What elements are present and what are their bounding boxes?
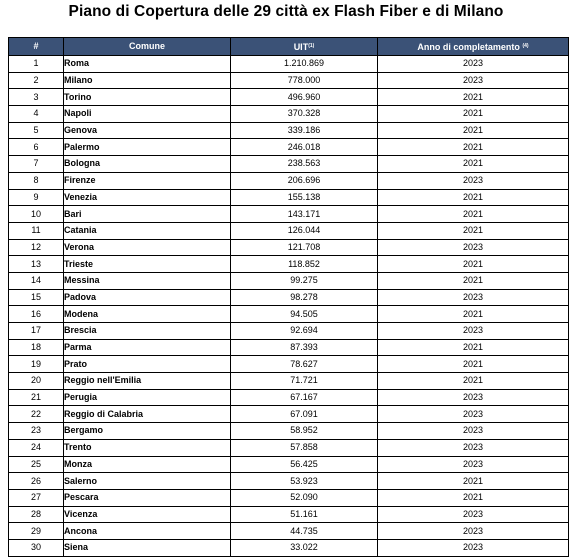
table-row xyxy=(9,489,569,506)
table-header xyxy=(9,38,569,56)
cell-num: 5 xyxy=(9,122,64,139)
cell-comune: Modena xyxy=(64,306,231,323)
cell-anno: 2021 xyxy=(378,222,569,239)
cell-comune: Torino xyxy=(64,89,231,106)
cell-uit: 99.275 xyxy=(231,272,378,289)
table-row xyxy=(9,139,569,156)
cell-uit: 246.018 xyxy=(231,139,378,156)
cell-num: 24 xyxy=(9,439,64,456)
cell-anno: 2021 xyxy=(378,272,569,289)
cell-num: 14 xyxy=(9,272,64,289)
cell-comune: Milano xyxy=(64,72,231,89)
table-row xyxy=(9,323,569,340)
cell-anno: 2023 xyxy=(378,439,569,456)
cell-anno: 2023 xyxy=(378,56,569,73)
table-row xyxy=(9,289,569,306)
header-anno-label: Anno di completamento xyxy=(417,41,520,52)
table-row xyxy=(9,373,569,390)
cell-anno: 2023 xyxy=(378,506,569,523)
table-row xyxy=(9,189,569,206)
cell-comune: Catania xyxy=(64,222,231,239)
cell-comune: Roma xyxy=(64,56,231,73)
cell-uit: 98.278 xyxy=(231,289,378,306)
cell-num: 21 xyxy=(9,389,64,406)
cell-uit: 1.210.869 xyxy=(231,56,378,73)
coverage-table xyxy=(8,37,569,557)
cell-uit: 155.138 xyxy=(231,189,378,206)
cell-anno: 2021 xyxy=(378,489,569,506)
cell-anno: 2021 xyxy=(378,339,569,356)
table-row xyxy=(9,239,569,256)
cell-anno: 2023 xyxy=(378,323,569,340)
cell-anno: 2021 xyxy=(378,306,569,323)
cell-num: 26 xyxy=(9,473,64,490)
cell-num: 19 xyxy=(9,356,64,373)
table-row xyxy=(9,339,569,356)
page-title: Piano di Copertura delle 29 città ex Flash Fiber e di Milano xyxy=(68,3,504,20)
cell-comune: Bari xyxy=(64,206,231,223)
header-anno-footnote: (4) xyxy=(522,42,529,49)
cell-uit: 370.328 xyxy=(231,106,378,123)
cell-num: 7 xyxy=(9,156,64,173)
cell-num: 1 xyxy=(9,56,64,73)
cell-num: 4 xyxy=(9,106,64,123)
cell-uit: 339.186 xyxy=(231,122,378,139)
cell-num: 29 xyxy=(9,523,64,540)
cell-comune: Vicenza xyxy=(64,506,231,523)
table-row xyxy=(9,122,569,139)
cell-anno: 2023 xyxy=(378,423,569,440)
cell-num: 16 xyxy=(9,306,64,323)
cell-uit: 52.090 xyxy=(231,489,378,506)
header-uit-footnote: (1) xyxy=(308,43,315,49)
cell-comune: Prato xyxy=(64,356,231,373)
table-row xyxy=(9,389,569,406)
header-row xyxy=(9,38,569,56)
table-row xyxy=(9,523,569,540)
header-comune: Comune xyxy=(64,38,231,56)
table-row xyxy=(9,306,569,323)
cell-comune: Perugia xyxy=(64,389,231,406)
cell-uit: 67.091 xyxy=(231,406,378,423)
cell-comune: Trento xyxy=(64,439,231,456)
cell-anno: 2023 xyxy=(378,406,569,423)
cell-comune: Genova xyxy=(64,122,231,139)
cell-comune: Brescia xyxy=(64,323,231,340)
cell-num: 30 xyxy=(9,539,64,556)
cell-uit: 71.721 xyxy=(231,373,378,390)
cell-num: 3 xyxy=(9,89,64,106)
cell-anno: 2021 xyxy=(378,473,569,490)
table-row xyxy=(9,456,569,473)
cell-num: 17 xyxy=(9,323,64,340)
cell-anno: 2021 xyxy=(378,356,569,373)
cell-anno: 2021 xyxy=(378,206,569,223)
cell-comune: Napoli xyxy=(64,106,231,123)
table-row xyxy=(9,72,569,89)
cell-anno: 2021 xyxy=(378,156,569,173)
cell-anno: 2023 xyxy=(378,539,569,556)
table-row xyxy=(9,473,569,490)
cell-num: 15 xyxy=(9,289,64,306)
cell-uit: 238.563 xyxy=(231,156,378,173)
cell-comune: Salerno xyxy=(64,473,231,490)
cell-num: 10 xyxy=(9,206,64,223)
cell-num: 8 xyxy=(9,172,64,189)
cell-comune: Reggio nell'Emilia xyxy=(64,373,231,390)
cell-num: 11 xyxy=(9,222,64,239)
cell-uit: 44.735 xyxy=(231,523,378,540)
cell-uit: 51.161 xyxy=(231,506,378,523)
table-row xyxy=(9,222,569,239)
cell-anno: 2023 xyxy=(378,72,569,89)
cell-uit: 78.627 xyxy=(231,356,378,373)
cell-comune: Messina xyxy=(64,272,231,289)
cell-num: 28 xyxy=(9,506,64,523)
table-row xyxy=(9,356,569,373)
cell-uit: 118.852 xyxy=(231,256,378,273)
cell-anno: 2023 xyxy=(378,239,569,256)
cell-uit: 92.694 xyxy=(231,323,378,340)
cell-comune: Monza xyxy=(64,456,231,473)
cell-uit: 496.960 xyxy=(231,89,378,106)
cell-uit: 87.393 xyxy=(231,339,378,356)
table-body xyxy=(9,56,569,557)
cell-anno: 2021 xyxy=(378,122,569,139)
cell-comune: Padova xyxy=(64,289,231,306)
table-row xyxy=(9,89,569,106)
cell-num: 9 xyxy=(9,189,64,206)
cell-uit: 53.923 xyxy=(231,473,378,490)
cell-comune: Firenze xyxy=(64,172,231,189)
cell-uit: 57.858 xyxy=(231,439,378,456)
cell-num: 23 xyxy=(9,423,64,440)
header-anno xyxy=(378,38,569,56)
cell-uit: 67.167 xyxy=(231,389,378,406)
header-uit-label: UIT xyxy=(293,42,309,52)
cell-anno: 2021 xyxy=(378,106,569,123)
cell-comune: Ancona xyxy=(64,523,231,540)
cell-anno: 2023 xyxy=(378,172,569,189)
cell-anno: 2021 xyxy=(378,89,569,106)
cell-anno: 2023 xyxy=(378,456,569,473)
cell-comune: Bologna xyxy=(64,156,231,173)
cell-comune: Palermo xyxy=(64,139,231,156)
cell-comune: Pescara xyxy=(64,489,231,506)
table-row xyxy=(9,156,569,173)
table-row xyxy=(9,423,569,440)
cell-num: 18 xyxy=(9,339,64,356)
cell-comune: Parma xyxy=(64,339,231,356)
table-row xyxy=(9,439,569,456)
header-num: # xyxy=(9,38,64,56)
cell-num: 12 xyxy=(9,239,64,256)
cell-num: 2 xyxy=(9,72,64,89)
cell-anno: 2023 xyxy=(378,523,569,540)
cell-uit: 56.425 xyxy=(231,456,378,473)
cell-anno: 2023 xyxy=(378,389,569,406)
cell-anno: 2021 xyxy=(378,189,569,206)
cell-uit: 778.000 xyxy=(231,72,378,89)
table-row xyxy=(9,539,569,556)
table-row xyxy=(9,256,569,273)
cell-uit: 143.171 xyxy=(231,206,378,223)
cell-num: 13 xyxy=(9,256,64,273)
cell-comune: Trieste xyxy=(64,256,231,273)
cell-uit: 58.952 xyxy=(231,423,378,440)
cell-comune: Siena xyxy=(64,539,231,556)
cell-anno: 2021 xyxy=(378,256,569,273)
cell-anno: 2021 xyxy=(378,373,569,390)
cell-comune: Verona xyxy=(64,239,231,256)
cell-comune: Bergamo xyxy=(64,423,231,440)
table-row xyxy=(9,506,569,523)
cell-num: 25 xyxy=(9,456,64,473)
cell-num: 27 xyxy=(9,489,64,506)
cell-uit: 121.708 xyxy=(231,239,378,256)
cell-num: 6 xyxy=(9,139,64,156)
table-row xyxy=(9,406,569,423)
table-row xyxy=(9,272,569,289)
cell-num: 22 xyxy=(9,406,64,423)
cell-uit: 126.044 xyxy=(231,222,378,239)
table-row xyxy=(9,172,569,189)
cell-comune: Reggio di Calabria xyxy=(64,406,231,423)
cell-uit: 33.022 xyxy=(231,539,378,556)
table-row xyxy=(9,56,569,73)
cell-uit: 206.696 xyxy=(231,172,378,189)
cell-anno: 2021 xyxy=(378,139,569,156)
cell-uit: 94.505 xyxy=(231,306,378,323)
table-row xyxy=(9,206,569,223)
header-uit xyxy=(231,38,378,56)
cell-num: 20 xyxy=(9,373,64,390)
cell-anno: 2023 xyxy=(378,289,569,306)
cell-comune: Venezia xyxy=(64,189,231,206)
table-row xyxy=(9,106,569,123)
